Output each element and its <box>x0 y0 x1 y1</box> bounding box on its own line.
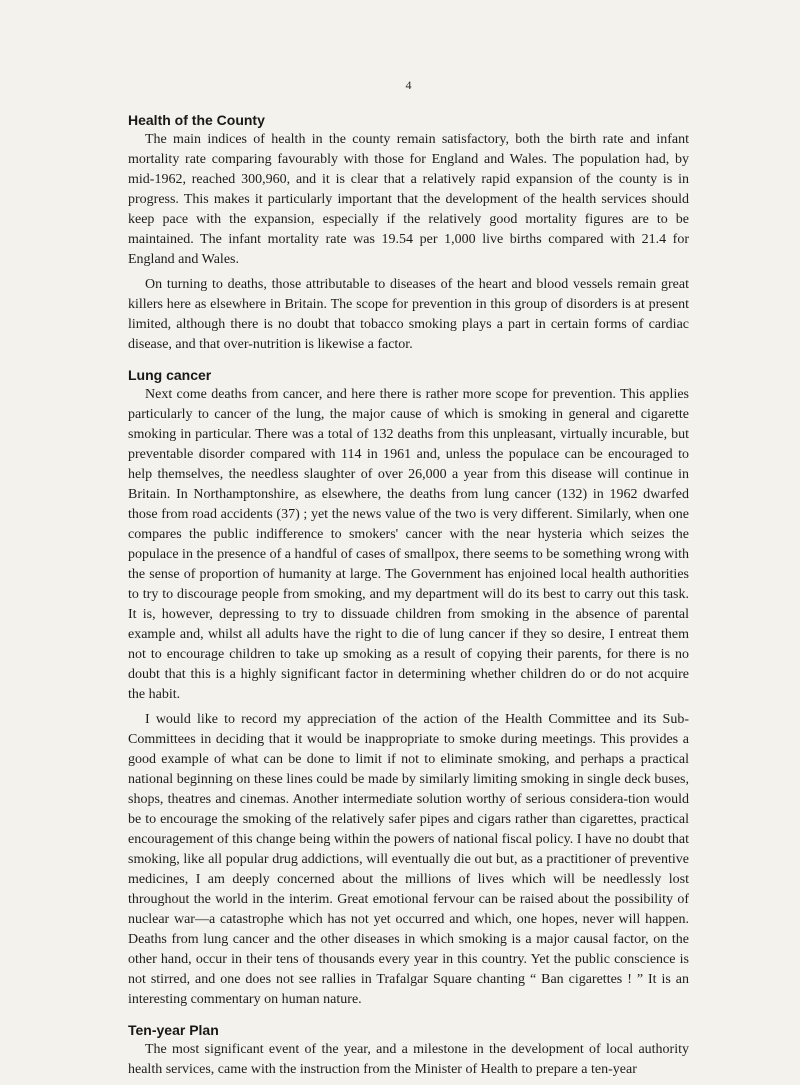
section-ten-year-plan <box>128 1022 689 1080</box>
paragraph: The main indices of health in the county remain satisfactory, both the birth rate and infant mortality rate comparing favourably with those for England and Wales. The population had, by mid-1962, reached 300,960, and it is clear that a relatively rapid expansion of the county is in progress. This makes it particularly important that the development of the health services should keep pace with the expansion, especially if the relatively good mortality figures are to be maintained. The infant mortality rate was 19.54 per 1,000 live births compared with 21.4 for England and Wales. <box>128 132 689 267</box>
section-health-of-the-county <box>128 112 689 355</box>
paragraph: I would like to record my appreciation of the action of the Health Committee and its Sub-Committees in deciding that it would be inappropriate to smoke during meetings. This provides a good example of what can be done to limit if not to eliminate smoking, and perhaps a practical national beginning on these lines could be made by similarly limiting smoking in single deck buses, shops, theatres and cinemas. Another intermediate solution worthy of serious considera-tion would be to encourage the smoking of the relatively safer pipes and cigars rather than cigarettes, practical encouragement of this change being within the powers of national fiscal policy. I have no doubt that smoking, like all popular drug addictions, will eventually die out but, as a practitioner of preventive medicines, I am deeply concerned about the millions of lives which will be needlessly lost throughout the world in the interim. Great emotional fervour can be raised about the possibility of nuclear war—a catastrophe which has not yet occurred and which, one hopes, never will happen. Deaths from lung cancer and the other diseases in which smoking is a major causal factor, on the other hand, occur in their tens of thousands every year in this country. Yet the public conscience is not stirred, and one does not see rallies in Trafalgar Square chanting “ Ban cigarettes ! ” It is an interesting commentary on human nature. <box>128 712 689 1007</box>
section-spacer <box>128 360 689 367</box>
page-number: 4 <box>405 78 412 92</box>
section-heading: Lung cancer <box>128 367 212 383</box>
section-heading: Health of the County <box>128 112 265 128</box>
paragraph: On turning to deaths, those attributable to diseases of the heart and blood vessels remain great killers here as elsewhere in Britain. The scope for prevention in this group of disorders is at present limited, although there is no doubt that tobacco smoking plays a part in certain forms of cardiac disease, and that over-nutrition is likewise a factor. <box>128 277 689 352</box>
section-lung-cancer <box>128 367 689 1010</box>
paragraph: The most significant event of the year, and a milestone in the development of local authority health services, came with the instruction from the Minister of Health to prepare a ten-year <box>128 1042 689 1077</box>
section-spacer <box>128 1015 689 1022</box>
section-heading: Ten-year Plan <box>128 1022 219 1038</box>
document-page <box>128 78 689 1085</box>
paragraph: Next come deaths from cancer, and here there is rather more scope for prevention. This applies particularly to cancer of the lung, the major cause of which is smoking in general and cigarette smoking in particular. There was a total of 132 deaths from this unpleasant, virtually incurable, but preventable disorder compared with 114 in 1961 and, unless the populace can be encouraged to help themselves, the needless slaughter of over 26,000 a year from this disease will continue in Britain. In Northamptonshire, as elsewhere, the deaths from lung cancer (132) in 1962 dwarfed those from road accidents (37) ; yet the news value of the two is very different. Similarly, when one compares the public indifference to smokers' cancer with the near hysteria which seizes the populace in the presence of a handful of cases of smallpox, there seems to be something wrong with the sense of proportion of humanity at large. The Government has enjoined local health authorities to try to discourage people from smoking, and my department will do its best to carry out this task. It is, however, depressing to try to dissuade children from smoking in the absence of parental example and, whilst all adults have the right to die of lung cancer if they so desire, I entreat them not to encourage children to take up smoking as a result of copying their parents, for there is no doubt that this is a highly significant factor in determining whether children do or do not acquire the habit. <box>128 387 689 702</box>
